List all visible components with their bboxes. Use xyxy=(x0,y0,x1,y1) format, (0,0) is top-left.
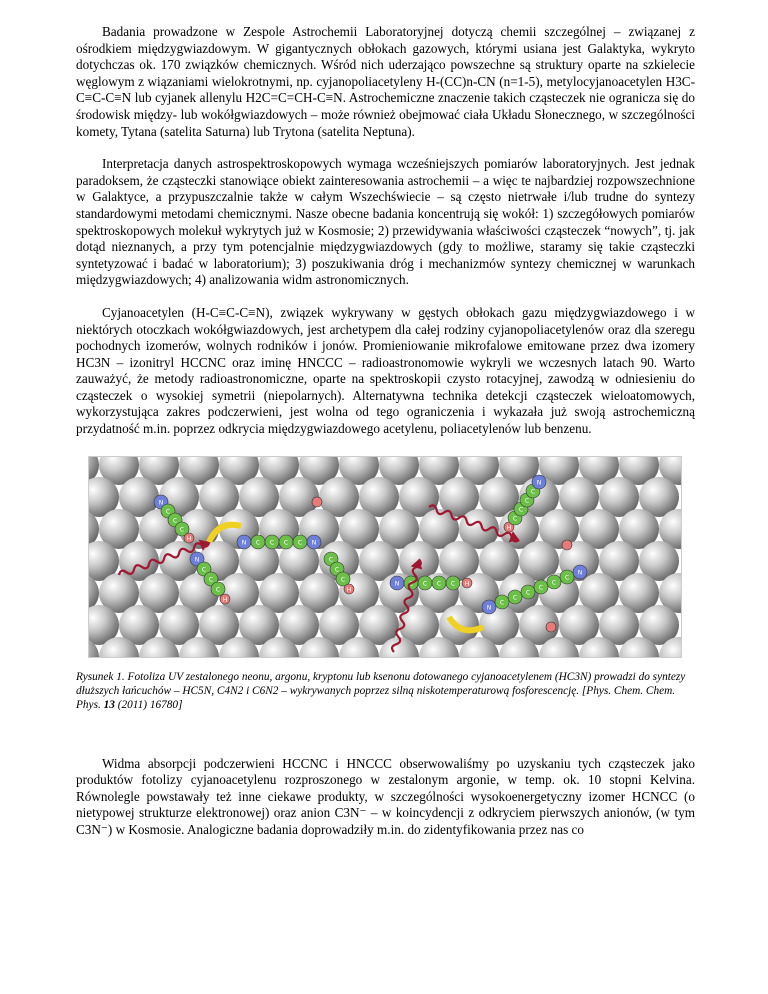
svg-text:N: N xyxy=(486,604,492,612)
svg-text:C: C xyxy=(551,579,557,587)
svg-text:C: C xyxy=(499,599,505,607)
molecule-atom xyxy=(560,570,574,584)
figure-photolysis-illustration xyxy=(88,456,682,658)
svg-text:H: H xyxy=(464,580,470,588)
caption-end: (2011) 16780] xyxy=(114,698,183,711)
molecule-atom xyxy=(265,535,279,549)
svg-text:C: C xyxy=(564,574,570,582)
molecule-atom xyxy=(344,584,354,594)
svg-text:C: C xyxy=(518,506,524,514)
svg-text:C: C xyxy=(450,580,456,588)
figure-caption xyxy=(76,670,695,712)
paragraph-4: Widma absorpcji podczerwieni HCCNC i HNCCC obserwowaliśmy po uzyskaniu tych cząsteczek jako produktów fotolizy cyjanoacetylenu rozproszonego w zestalonym argonie, w temp. ok. 10 stopni Kelvina. Równolegle powstawały też inne ciekawe produkty, w szczególności wysokoenergetyczny izomer HCNCC (o nietypowej strukturze elektronowej) oraz anion C3N⁻ – w koincydencji z odkryciem pierwszych anionów, (w tym C3N⁻) w Kosmosie. Analogiczne badania doprowadziły m.in. do zidentyfikowania przez nas co xyxy=(76,755,695,838)
svg-text:C: C xyxy=(334,566,340,574)
molecule-atom xyxy=(220,594,230,604)
svg-text:C: C xyxy=(512,515,518,523)
molecule-atom xyxy=(534,580,548,594)
caption-text: Rysunek 1. Fotoliza UV zestalonego neonu, argonu, kryptonu lub ksenonu dotowanego cyjanoacetylenem (HC3N) prowadzi do syntezy dłuższych łańcuchów – HC5N, C4N2 i C6N2 – wykrywanych poprzez silną niskotemperaturową fosforescencję. [Phys. Chem. Chem. Phys. xyxy=(76,670,686,711)
svg-text:N: N xyxy=(311,539,317,547)
svg-text:C: C xyxy=(208,576,214,584)
svg-text:C: C xyxy=(283,539,289,547)
molecule-atom xyxy=(184,533,194,543)
svg-text:C: C xyxy=(524,497,530,505)
svg-text:C: C xyxy=(201,566,207,574)
molecule-atom xyxy=(293,535,307,549)
molecule-atom xyxy=(251,535,265,549)
svg-text:N: N xyxy=(536,479,542,487)
paragraph-2: Interpretacja danych astrospektroskopowych wymaga wcześniejszych pomiarów laboratoryjnych. Jest jednak paradoksem, że cząsteczki stanowiące obiekt zainteresowania astrochemii – a więc te najbardziej rozpowszechnione w Galaktyce, a przypuszczalnie także w całym Wszechświecie – są często nietrwałe i/lub trudne do syntezy standardowymi metodami chemicznymi. Nasze obecne badania koncentrują się wokół: 1) szczegółowych pomiarów spektroskopowych molekuł wykrytych już w Kosmosie; 2) przewidywania właściwości cząsteczek “nowych”, tj. jak dotąd nieznanych, a przy tym potencjalnie międzygwiazdowych (gdy to możliwe, staramy się takie cząsteczki syntetyzować i badać w laboratorium); 3) poszukiwania dróg i mechanizmów syntezy chemicznej w warunkach międzygwiazdowych; 4) analizowania widm astronomicznych. xyxy=(76,156,695,288)
molecule-atom xyxy=(532,475,546,489)
svg-text:N: N xyxy=(194,556,200,564)
molecule-atom xyxy=(390,576,404,590)
svg-text:C: C xyxy=(297,539,303,547)
document-page xyxy=(76,24,695,839)
svg-text:C: C xyxy=(269,539,275,547)
hydrogen-atom xyxy=(546,622,556,632)
svg-text:N: N xyxy=(577,569,583,577)
svg-text:C: C xyxy=(179,526,185,534)
hydrogen-atom xyxy=(312,497,322,507)
svg-text:C: C xyxy=(538,584,544,592)
svg-text:N: N xyxy=(394,580,400,588)
svg-text:C: C xyxy=(408,580,414,588)
svg-text:H: H xyxy=(506,524,512,532)
molecule-atom xyxy=(462,578,472,588)
molecule-atom xyxy=(446,576,460,590)
molecule-atom xyxy=(211,582,225,596)
svg-text:C: C xyxy=(436,580,442,588)
matrix-spheres-illustration xyxy=(89,457,681,657)
svg-text:H: H xyxy=(222,596,228,604)
svg-text:C: C xyxy=(512,594,518,602)
svg-text:C: C xyxy=(165,508,171,516)
svg-text:C: C xyxy=(340,576,346,584)
svg-text:C: C xyxy=(215,586,221,594)
molecule-atom xyxy=(573,565,587,579)
caption-volume: 13 xyxy=(103,698,115,711)
svg-text:C: C xyxy=(255,539,261,547)
molecule-atom xyxy=(307,535,321,549)
svg-text:N: N xyxy=(241,539,247,547)
molecule-atom xyxy=(495,595,509,609)
molecule-atom xyxy=(432,576,446,590)
molecule-atom xyxy=(482,600,496,614)
svg-text:N: N xyxy=(158,499,164,507)
hydrogen-atom xyxy=(562,540,572,550)
molecule-atom xyxy=(521,585,535,599)
molecule-atom xyxy=(279,535,293,549)
svg-text:H: H xyxy=(346,586,352,594)
svg-text:C: C xyxy=(328,556,334,564)
svg-text:C: C xyxy=(422,580,428,588)
molecule-atom xyxy=(237,535,251,549)
svg-text:C: C xyxy=(172,517,178,525)
paragraph-1: Badania prowadzone w Zespole Astrochemii Laboratoryjnej dotyczą chemii szczególnej – związanej z ośrodkiem międzygwiazdowym. W gigantycznych obłokach gazowych, którymi usiana jest Galaktyka, wykryto dotychczas ok. 170 związków chemicznych. Wśród nich uderzająco powszechne są struktury oparte na szkielecie węglowym z wiązaniami wielokrotnymi, np. cyjanopoliacetyleny H-(CC)n-CN (n=1-5), metylocyjanoacetylen H3C-C≡C-C≡N lub cyjanek allenylu H2C=C=CH-C≡N. Astrochemiczne znaczenie takich cząsteczek nie ogranicza się do środowisk między- lub wokółgwiazdowych – może również obejmować ciała Układu Słonecznego, w szczególności komety, Tytana (satelita Saturna) lub Trytona (satelita Neptuna). xyxy=(76,24,695,139)
molecule-atom xyxy=(508,590,522,604)
svg-text:C: C xyxy=(525,589,531,597)
molecule-atom xyxy=(418,576,432,590)
paragraph-3: Cyjanoacetylen (H-C≡C-C≡N), związek wykrywany w gęstych obłokach gazu międzygwiazdowego i w niektórych otoczkach wokółgwiazdowych, jest archetypem dla całej rodziny cyjanopoliacetylenów oraz dla szeregu pochodnych izomerów, wolnych rodników i jonów. Promieniowanie mikrofalowe emitowane przez dwa izomery HC3N – izonitryl HCCNC oraz iminę HNCCC – radioastronomowie wykryli we wczesnych latach 90. Warto zauważyć, że metody radioastronomiczne, oparte na spektroskopii czysto rotacyjnej, zawodzą w odniesieniu do cząsteczek o wysokiej symetrii (niepolarnych). Alternatywna technika detekcji cząsteczek wieloatomowych, wykorzystująca zakres podczerwieni, jest wolna od tego ograniczenia i wykazała już swoją astrochemiczną przydatność m.in. poprzez odkrycia międzygwiazdowego acetylenu, poliacetylenów lub benzenu. xyxy=(76,304,695,437)
molecule-atom xyxy=(547,575,561,589)
svg-text:H: H xyxy=(186,535,192,543)
svg-text:C: C xyxy=(530,488,536,496)
